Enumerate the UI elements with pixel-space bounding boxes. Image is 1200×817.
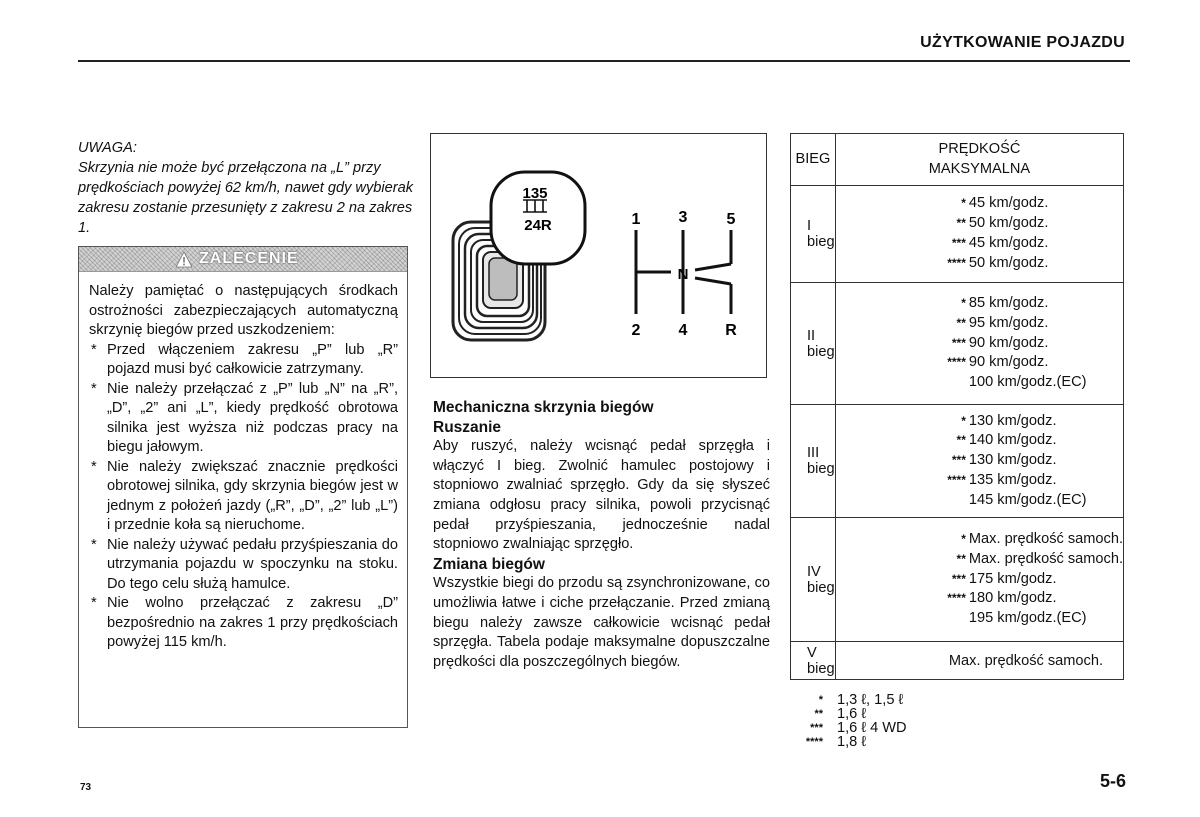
recommendation-banner xyxy=(79,247,407,272)
footnote-stars: * xyxy=(961,196,966,211)
table-row xyxy=(791,405,1124,518)
gear-cell: V bieg xyxy=(791,642,836,680)
footnote-row xyxy=(788,721,907,735)
footnote-stars xyxy=(836,373,969,393)
list-item-text: Nie należy używać pedału przyśpieszania do utrzymania pojazdu w spoczynku na stoku. Do tego celu służą hamulce. xyxy=(107,536,398,592)
pattern-label-4: 4 xyxy=(678,322,688,339)
footnote-stars: ** xyxy=(956,315,966,330)
table-row xyxy=(791,518,1124,642)
bullet-star: * xyxy=(91,380,97,397)
list-item xyxy=(89,458,398,536)
warning-triangle-icon xyxy=(175,251,193,268)
footnote-stars xyxy=(836,491,969,511)
subheading-starting: Ruszanie xyxy=(433,418,502,436)
speed-cell xyxy=(835,642,1123,680)
footnote-stars: *** xyxy=(951,453,966,468)
footnotes xyxy=(788,693,907,749)
footnote-stars: ** xyxy=(956,433,966,448)
table-row xyxy=(791,186,1124,283)
max-speed-table xyxy=(790,133,1124,680)
speed-value: 90 km/godz. xyxy=(968,354,1049,371)
speed-value: 130 km/godz. xyxy=(968,412,1057,429)
header-gear: BIEG xyxy=(791,134,836,186)
table-row xyxy=(791,642,1124,680)
speed-value: 45 km/godz. xyxy=(968,195,1049,212)
speed-value: Max. prędkość samoch. xyxy=(948,652,1103,669)
footnote-stars: * xyxy=(818,694,823,706)
speed-value: 130 km/godz. xyxy=(968,452,1057,469)
speed-cell xyxy=(835,405,1123,518)
recommendation-list xyxy=(89,341,398,653)
bullet-star: * xyxy=(91,536,97,553)
footnote-text: 1,3 ℓ, 1,5 ℓ xyxy=(837,692,904,708)
footnote-row xyxy=(788,735,907,749)
pattern-label-5: 5 xyxy=(726,211,736,228)
list-item-text: Nie wolno przełączać z zakresu „D” bezpośrednio na zakres 1 przy prędkościach powyżej 115 km/h. xyxy=(107,595,398,650)
pattern-label-r: R xyxy=(725,322,737,339)
footnote-stars xyxy=(836,609,969,629)
speed-value: 195 km/godz.(EC) xyxy=(968,610,1087,627)
header-rule xyxy=(78,60,1130,62)
speed-value: 45 km/godz. xyxy=(968,235,1049,251)
table-row xyxy=(791,283,1124,405)
footnote-stars: *** xyxy=(951,335,966,350)
footnote-stars: *** xyxy=(951,571,966,586)
speed-value: 145 km/godz.(EC) xyxy=(968,491,1087,508)
footnote-stars: **** xyxy=(947,355,966,370)
footnote-stars: *** xyxy=(951,236,966,250)
recommendation-banner-label: ZALECENIE xyxy=(199,250,299,267)
speed-value: 140 km/godz. xyxy=(968,432,1057,449)
gear-cell: IV bieg xyxy=(791,518,836,642)
speed-value: 135 km/godz. xyxy=(968,471,1057,488)
page-header-title: UŻYTKOWANIE POJAZDU xyxy=(920,34,1125,51)
paragraph-starting: Aby ruszyć, należy wcisnąć pedał sprzęgła i włączyć I bieg. Zwolnić hamulec postojowy i stopniowo zwalniać sprzęgło. Gdy da się słyszeć zmiana odgłosu pracy silnika, powoli przycisnąć pedał przyśpieszania, jednocześnie nadal stopniowo zwalniając sprzęgło. xyxy=(433,438,770,553)
footnote-text: 1,6 ℓ 4 WD xyxy=(837,720,907,736)
footnote-stars: **** xyxy=(947,255,966,270)
pattern-label-1: 1 xyxy=(631,211,641,228)
paragraph-shifting: Wszystkie biegi do przodu są zsynchronizowane, co umożliwia łatwe i ciche przełączanie. Przed zmianą biegu należy zawsze całkowicie wcisnąć pedał sprzęgła. Tabela podaje maksymalne dopuszczalne prędkości dla poszczególnych biegów. xyxy=(433,575,770,670)
note-title: UWAGA: xyxy=(78,140,137,156)
speed-value: 50 km/godz. xyxy=(968,215,1049,232)
note-block xyxy=(78,138,413,238)
footnote-stars: **** xyxy=(947,591,966,606)
section-heading: Mechaniczna skrzynia biegów xyxy=(433,399,654,416)
list-item xyxy=(89,536,398,595)
list-item xyxy=(89,380,398,458)
note-text: Skrzynia nie może być przełączona na „L” przy prędkościach powyżej 62 km/h, nawet gdy wybierak zakresu zostanie przesunięty z zakresu 2 na zakres 1. xyxy=(78,160,414,236)
speed-value: 85 km/godz. xyxy=(968,295,1049,311)
header-max-speed-line1: PRĘDKOŚĆ xyxy=(938,140,1021,157)
list-item xyxy=(89,341,398,380)
speed-cell xyxy=(835,518,1123,642)
footnote-stars: * xyxy=(961,413,966,428)
footnote-stars: ** xyxy=(956,216,966,231)
table-header-row xyxy=(791,134,1124,186)
knob-top-numbers: 135 xyxy=(522,185,548,202)
footnote-stars: **** xyxy=(947,472,966,487)
footnote-stars: *** xyxy=(810,722,823,734)
bullet-star: * xyxy=(91,595,97,611)
footnote-stars: ** xyxy=(814,708,823,720)
speed-value: 175 km/godz. xyxy=(968,570,1057,587)
gear-shift-illustration xyxy=(431,134,768,379)
footnote-stars: * xyxy=(961,296,966,310)
subheading-shifting: Zmiana biegów xyxy=(433,555,545,573)
gear-shift-figure xyxy=(430,133,767,378)
footnote-row xyxy=(788,707,907,721)
speed-value: 100 km/godz.(EC) xyxy=(968,374,1087,391)
footnote-text: 1,8 ℓ xyxy=(837,734,867,750)
footnote-stars: ** xyxy=(956,551,966,566)
footnote-row xyxy=(788,693,907,707)
header-max-speed-line2: MAKSYMALNA xyxy=(928,160,1031,177)
footnote-stars: **** xyxy=(805,736,823,748)
gear-cell: III bieg xyxy=(791,405,836,518)
gear-cell: I bieg xyxy=(791,186,836,283)
header-max-speed xyxy=(835,134,1123,186)
list-item-text: Nie należy przełączać z „P” lub „N” na „R”, „D”, „2” ani „L”, kiedy prędkość obrotowa silnika jest wyższa niż podczas pracy na biegu jałowym. xyxy=(107,380,398,455)
bullet-star: * xyxy=(91,341,97,358)
list-item-text: Nie należy zwiększać znacznie prędkości obrotowej silnika, gdy skrzynia biegów jest w jednym z położeń jazdy („R”, „D”, „2” lub „L”) i przednie koła są nieruchome. xyxy=(107,458,398,533)
footnote-stars: * xyxy=(961,532,966,546)
speed-value: 180 km/godz. xyxy=(968,590,1057,607)
speed-value: 50 km/godz. xyxy=(968,254,1049,271)
speed-value: 95 km/godz. xyxy=(968,314,1049,331)
gear-cell: II bieg xyxy=(791,283,836,405)
manual-gearbox-section xyxy=(433,398,770,672)
corner-mark: 73 xyxy=(80,782,92,793)
speed-value: Max. prędkość samoch. xyxy=(968,531,1123,547)
list-item-text: Przed włączeniem zakresu „P” lub „R” pojazd musi być całkowicie zatrzymany. xyxy=(107,341,398,377)
recommendation-intro: Należy pamiętać o następujących środkach ostrożności zabezpieczających automatyczną skrzynię biegów przed uszkodzeniem: xyxy=(89,283,398,338)
speed-cell xyxy=(835,283,1123,405)
recommendation-box xyxy=(78,246,408,728)
list-item xyxy=(89,594,398,653)
knob-bottom-numbers: 24R xyxy=(524,217,552,234)
footnote-text: 1,6 ℓ xyxy=(837,706,867,722)
speed-value: 90 km/godz. xyxy=(968,334,1049,351)
page-number: 5-6 xyxy=(1099,771,1126,791)
pattern-label-neutral: N xyxy=(677,266,689,283)
pattern-label-2: 2 xyxy=(631,322,641,339)
pattern-label-3: 3 xyxy=(678,209,688,226)
speed-cell xyxy=(835,186,1123,283)
speed-value: Max. prędkość samoch. xyxy=(968,550,1123,567)
bullet-star: * xyxy=(91,458,97,475)
